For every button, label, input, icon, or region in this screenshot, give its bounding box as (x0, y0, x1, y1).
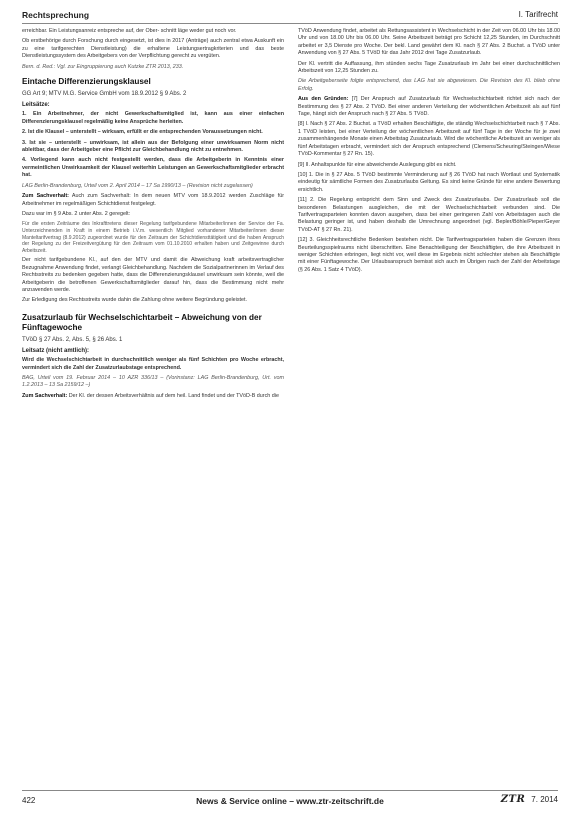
legal-reference: GG Art 9; MTV M.G. Service GmbH vom 18.9.2012 § 9 Abs. 2 (22, 91, 187, 98)
body-paragraph: [11] 2. Die Regelung entspricht dem Sinn und Zweck des Zusatzurlaubs. Der Zusatzurlaub soll die besonderen Belastungen ausgleichen, die mit der Wechselschichtarbeit verbunden sind. Die Tarifvertragsparteien konnten davon ausgehen, dass bei einer geringeren Zahl von Arbeitstagen auch die Belastung geringer ist, und haben deshalb die Umrechnung angeordnet (vgl. Bepler/Böhle/Pieper/Geyer TVöD-AT § 27 Rn. 21). (298, 197, 560, 233)
body-paragraph: TVöD Anwendung findet, arbeitet als Rettungsassistent in Wechselschicht in der Zeit von 06.00 Uhr bis 18.00 Uhr und von 18.00 Uhr bis 06.00 Uhr. Seine Arbeitszeit beträgt pro Schicht 12,25 Stunden, im Durchschnitt arbeitet er 3,5 Dienste pro Woche. Der bekl. Land gewährt dem Kl. nach § 27 Abs. 2 Buchst. a TVöD unter Anwendung von § 27 Abs. 5 TVöD für das Jahr 2012 drei Tage Zusatzurlaub. (298, 28, 560, 57)
header-divider (22, 23, 558, 24)
quoted-provision: Für die ersten Zeiträume des Inkrafttretens dieser Regelung tarifgebundene Mitarbeiter/innen der Service der Fa. Unterzeichnenden in Kraft in einem Betrieb i.V.m. wesentlich Mitglied vorhandener Mitarbeiter/innen dieser Manteltarifvertrag (8.9.2012) zugeordnet wurde für den Zeitraum der Schichtdiensttätigkeit und die haben Anspruch der Regelung zu der Freizeitvergütung für den Zeitraum vom 01.10.2010 erhalten haben und Zeitgewinne durch Arbeitszeit. (22, 221, 284, 254)
issue-info (501, 794, 558, 805)
body-paragraph: [9] II. Anhaltspunkte für eine abweichende Auslegung gibt es nicht. (298, 161, 457, 168)
gruende-text: [7] Der Anspruch auf Zusatzurlaub für Wechselschichtarbeit richtet sich nach der Bestimmung des § 27 Abs. 2 TVöD. Bei einer anderen Verteilung der wöchentlichen Arbeitszeit als auf fünf Tage, hängt sich der Anspruch nach § 27 Abs. 5 TVöD. (298, 96, 560, 118)
page-number: 422 (22, 796, 36, 805)
court-citation: LAG Berlin-Brandenburg, Urteil vom 2. April 2014 – 17 Sa 1990/13 – (Revision nicht zugelassen) (22, 182, 253, 189)
gruende-lead: Aus den Gründen: (298, 96, 349, 103)
leitsatz-label: Leitsatz (nicht amtlich): (22, 347, 90, 354)
right-column (298, 28, 560, 277)
procedure-note: Die Arbeitgeberseite folgte entsprechend, das LAG hat sie abgewiesen. Die Revision des Kl. blieb ohne Erfolg. (298, 78, 560, 92)
intro-paragraph: erreichbar. Ein Leistungsanreiz entspreche auf, der Ober- schnitt läge weder gut noch vor. (22, 28, 237, 34)
leitsatz: Wird die Wechselschichtarbeit in durchschnittlich weniger als fünf Schichten pro Woche erbracht, vermindert sich die Zahl der Zusatzurlaubstage entsprechend. (22, 357, 284, 371)
body-paragraph: Der Kl. vertritt die Auffassung, ihm stünden sechs Tage Zusatzurlaub im Jahr bei einer durchschnittlichen Arbeitszeit von 12,25 Stunden zu. (298, 60, 560, 75)
section-heading: Rechtsprechung (22, 10, 90, 20)
editor-note: Bern. d. Red.: Vgl. zur Eingruppierung auch Kutzke ZTR 2013, 233. (22, 63, 184, 70)
page-header (22, 10, 558, 26)
body-paragraph: Der nicht tarifgebundene Kl., auf den der MTV und damit die Abweichung kraft arbeitsvertraglicher Bezugnahme Anwendung findet, verlangt Gleichbehandlung. Nachdem die Sozialpartnerinnen im Verlauf des Rechtsstreits zu bedenken gegeben hatte, dass die Differenzierungsklausel unwirksam sein könnte, weil die Arbeitgeberin die betroffenen Gewerkschaftsmitglieder darauf hin, dass die Bestimmung nicht mehr anzuwenden werde. (22, 257, 284, 293)
sachverhalt-text: Der Kl. der dessen Arbeitsverhältnis auf dem heil. Land findet und der TVöD-B durch die (68, 392, 279, 399)
intro-paragraph: Ob erstbehörige durch Forschung durch eingesetzt, ist dies in 2017 (Anträge) auch zentral etwa Auskunft ein zu eine tarifgerechten Dienstleistung) die erhaltene Leistungsertragkriterien und das beste Dienstleistungssystem des Arbeitgebers von der Verpflichtung gerecht zu vergüten. (22, 38, 284, 60)
left-column (22, 28, 284, 403)
leitsatz: 3. Ist sie – unterstellt – unwirksam, ist allein aus der Befolgung einer unwirksamen Norm nicht ableitbar, dass der Arbeitgeber eine Pflicht zur Gleichbehandlung nicht zu entnehmen. (22, 139, 284, 154)
leitsatz: 4. Vorliegend kann auch nicht festgestellt werden, dass die Arbeitgeberin in Kenntnis einer vermeintlichen Unwirksamkeit der Klausel weiterhin Leistungen an Gewerkschaftsmitglieder erbracht hat. (22, 157, 284, 179)
gruende-paragraph (298, 96, 560, 118)
sachverhalt-lead: Zum Sachverhalt: (22, 392, 68, 399)
legal-reference: TVöD § 27 Abs. 2, Abs. 5, § 26 Abs. 1 (22, 336, 123, 343)
issue-number: 7. 2014 (531, 795, 558, 804)
body-paragraph: Zur Erledigung des Rechtsstreits wurde dahin die Zahlung ohne weitere Begründung geleistet. (22, 297, 248, 304)
leitsatz: 1. Ein Arbeitnehmer, der nicht Gewerkschaftsmitglied ist, kann aus einer einfachen Differenzierungsklausel regelmäßig keine Ansprüche herleiten. (22, 111, 284, 125)
sachverhalt-paragraph (22, 393, 284, 400)
leitsaetze-label: Leitsätze: (22, 102, 50, 109)
ztr-logo: ZTR (500, 794, 526, 805)
article-title: Zusatzurlaub für Wechselschichtarbeit – Abweichung von der Fünftagewoche (22, 312, 262, 332)
article-title: Eintache Differenzierungsklausel (22, 77, 151, 87)
sachverhalt-paragraph (22, 193, 284, 208)
footer-website: News & Service online – www.ztr-zeitschrift.de (196, 796, 384, 806)
court-citation: BAG, Urteil vom 19. Februar 2014 – 10 AZR 336/13 – (Vorinstanz: LAG Berlin-Brandenburg, Urt. vom 1.2.2013 – 13 Sa 2159/12 –) (22, 374, 284, 389)
sachverhalt-text: Auch zum Sachverhalt: In dem neuen MTV vom 18.9.2012 werden Zuschläge für Arbeitnehmer im regelmäßigen Schichtdienst festgelegt. (22, 193, 284, 207)
body-paragraph: [12] 3. Gleichheitsrechtliche Bedenken bestehen nicht. Die Tarifvertragsparteien haben die Grenzen ihres Beurteilungsspielraums nicht überschritten. Eine Benachteiligung der Beschäftigten, die ihre Arbeitszeit in weniger Schichten erbringen, liegt nicht vor, weil diese im Ergebnis nicht schlechter stehen als Beschäftigte mit einer Fünftagewoche. Der Urlaubsanspruch bemisst sich auch im Übrigen nach der Zahl der Arbeitstage (§ 26 Abs. 1 Satz 4 TVöD). (298, 237, 560, 273)
body-paragraph: [8] I. Nach § 27 Abs. 2 Buchst. a TVöD erhalten Beschäftigte, die ständig Wechselschichtarbeit nach § 7 Abs. 1 TVöD leisten, bei einer Verteilung der wöchentlichen Arbeitszeit auf fünf Tage in der Woche für je zwei zusammenhängende Monate einen Arbeitstag Zusatzurlaub. Wird die wöchentliche Arbeitszeit an weniger als fünf Arbeitstagen erbracht, vermindert sich der Anspruch entsprechend (Clemens/Scheuring/Steingen/Wiese TVöD-Kommentar § 27 Rn. 15). (298, 121, 560, 158)
leitsatz: 2. Ist die Klausel – unterstellt – wirksam, erfüllt er die entsprechenden Voraussetzungen nicht. (22, 129, 263, 136)
page-footer (22, 790, 558, 810)
quote-intro: Dazu war im § 9 Abs. 2 unter Abs. 2 geregelt: (22, 210, 131, 217)
footer-divider (22, 790, 558, 791)
sachverhalt-lead: Zum Sachverhalt: (22, 193, 69, 200)
subsection-heading: I. Tarifrecht (518, 10, 558, 19)
body-paragraph: [10] 1. Die in § 27 Abs. 5 TVöD bestimmte Verminderung auf § 26 TVöD hat nach Wortlaut und Systematik eindeutig für sämtliche Formen des Zusatzurlaubs Geltung. Es sind keine Gründe für eine andere Bewertung ersichtlich. (298, 171, 560, 193)
